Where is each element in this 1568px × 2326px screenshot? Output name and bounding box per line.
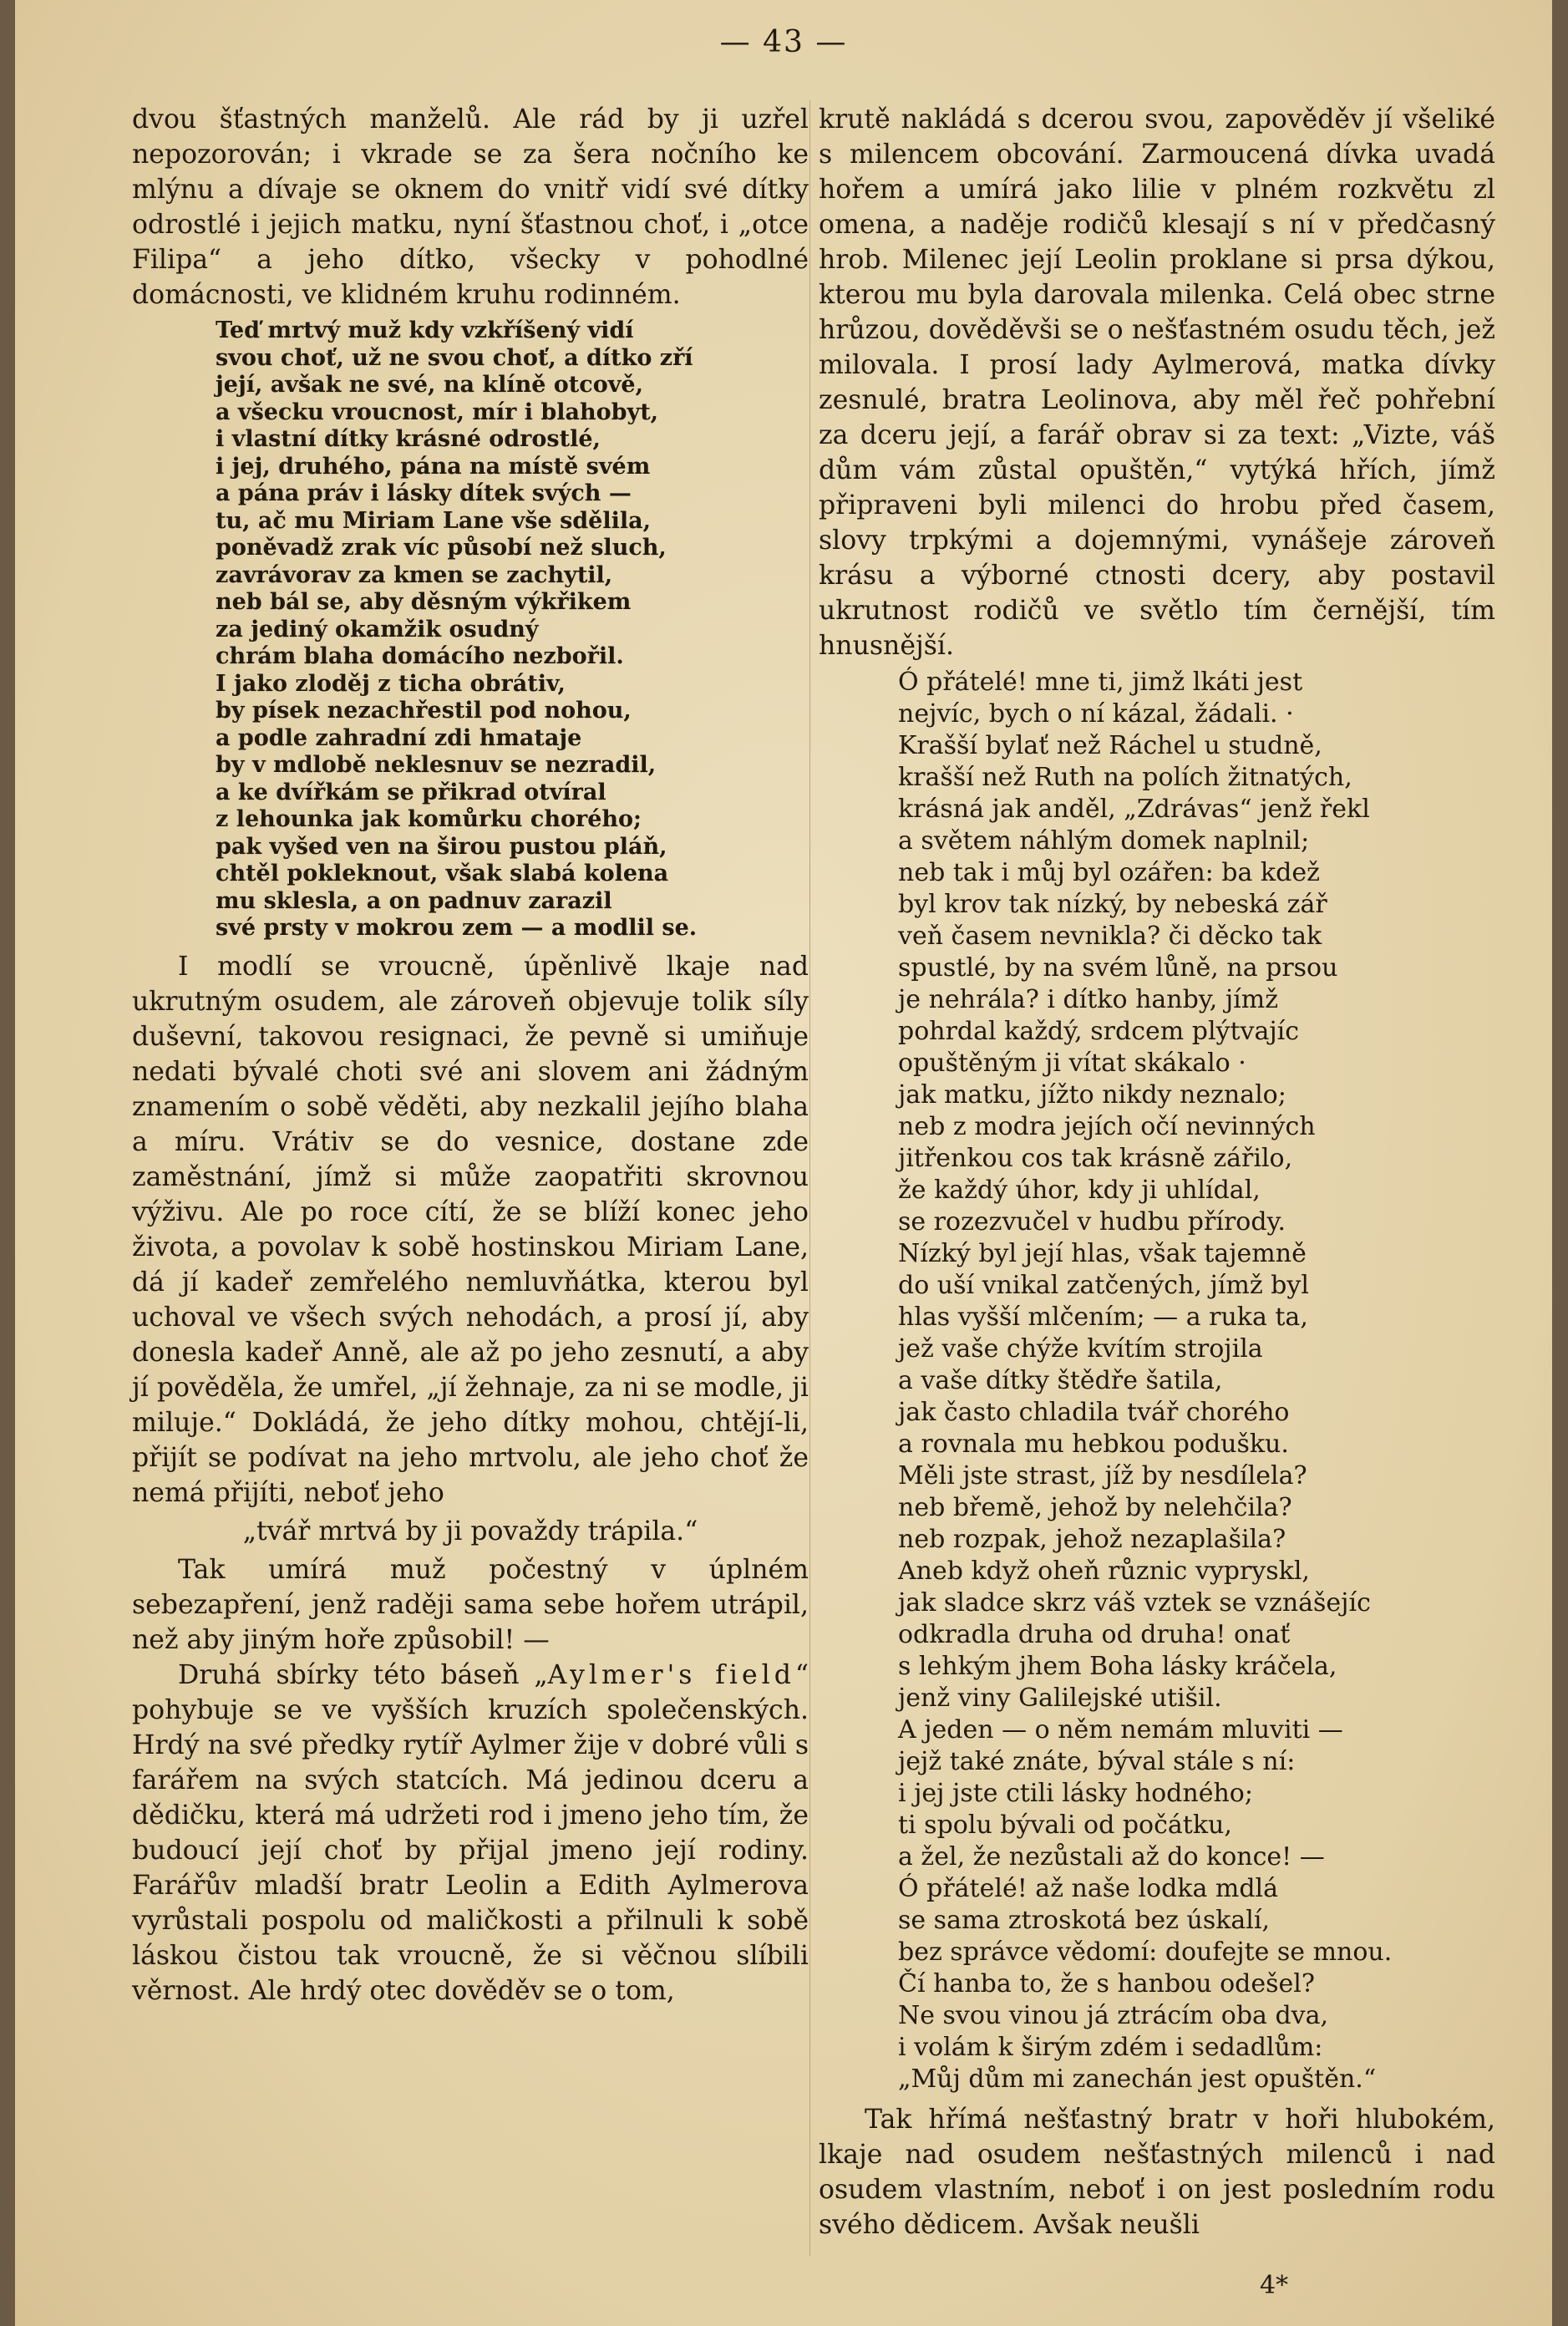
verse-line: svou choť, už ne svou choť, a dítko zří (216, 344, 693, 371)
verse-line: a ke dvířkám se přikrad otvíral (216, 779, 606, 805)
verse-line: Měli jste strast, jíž by nesdílela? (898, 1461, 1307, 1491)
verse-line: nejvíc, bych o ní kázal, žádali. · (898, 699, 1294, 729)
verse-line: odkradla druha od druha! onať (898, 1620, 1291, 1649)
verse-line: neb z modra jejích očí nevinných (898, 1112, 1316, 1141)
verse-line: Krašší bylať než Ráchel u studně, (898, 731, 1322, 760)
verse-line: neb tak i můj byl ozářen: ba kdež (898, 858, 1320, 887)
verse-line: veň časem nevnikla? či děcko tak (898, 922, 1322, 951)
verse-line: jak matku, jížto nikdy neznalo; (898, 1080, 1286, 1110)
column-divider (809, 100, 810, 2256)
verse-line: jenž viny Galilejské utišil. (898, 1684, 1222, 1713)
verse-line: by v mdlobě neklesnuv se nezradil, (216, 752, 657, 778)
right-column (819, 102, 1495, 2242)
verse-line: s lehkým jhem Boha lásky kráčela, (898, 1652, 1337, 1681)
verse-line: jitřenkou cos tak krásně zářilo, (898, 1144, 1293, 1173)
verse-line: za jediný okamžik osudný (216, 616, 539, 642)
verse-line: krašší než Ruth na polích žitnatých, (898, 763, 1352, 792)
paragraph: Tak hřímá nešťastný bratr v hoři hlubokém, lkaje nad osudem nešťastných milenců i nad osudem vlastním, neboť i on jest posledním rodu svého dědicem. Avšak neušli (819, 2105, 1495, 2240)
verse-line: její, avšak ne své, na klíně otcově, (216, 372, 643, 398)
verse-line: „Můj dům mi zanechán jest opuštěn.“ (898, 2064, 1377, 2094)
verse-line: se rozezvučel v hudbu přírody. (898, 1207, 1286, 1237)
verse-line: Nízký byl její hlas, však tajemně (898, 1239, 1307, 1268)
verse-line: jejž také znáte, býval stále s ní: (898, 1747, 1296, 1776)
verse-line: a rovnala mu hebkou podušku. (898, 1430, 1289, 1459)
verse-line: byl krov tak nízký, by nebeská zář (898, 890, 1327, 919)
paragraph (132, 1658, 809, 2009)
paragraph-lead: Druhá sbírky této báseň „ (178, 1659, 548, 1690)
verse-line: a žel, že nezůstali až do konce! — (898, 1842, 1325, 1871)
verse-line: Ó přátelé! mne ti, jimž lkáti jest (898, 668, 1303, 697)
verse-line: je nehrála? i dítko hanby, jímž (898, 985, 1278, 1014)
verse-line: neb břemě, jehož by nelehčila? (898, 1493, 1292, 1522)
left-column (132, 102, 809, 2009)
verse-line: a všecku vroucnost, mír i blahobyt, (216, 399, 659, 425)
paragraph-rest: “ pohybuje se ve vyšších kruzích společenských. Hrdý na své předky rytíř Aylmer žije v dobré vůli s farářem na svých statcích. Má jedinou dceru a dědičku, která má udržeti rod i jmeno jeho tím, že budoucí její choť by přijal jmeno její rodiny. Farářův mladší bratr Leolin a Edith Aylmerova vyrůstali pospolu od maličkosti a přilnuli k sobě láskou čistou tak vroucně, že si věčnou slíbili věrnost. Ale hrdý otec dověděv se o tom, (132, 1659, 809, 2006)
verse-line: Aneb když oheň různic vypryskl, (898, 1557, 1310, 1586)
verse-line: i jej, druhého, pána na místě svém (216, 453, 651, 480)
verse-line: i volám k širým zdém i sedadlům: (898, 2033, 1323, 2062)
verse-line: mu sklesla, a on padnuv zarazil (216, 887, 612, 914)
verse-line: jak často chladila tvář chorého (898, 1398, 1290, 1427)
verse-line: hlas vyšší mlčením; — a ruka ta, (898, 1303, 1308, 1332)
verse-line: Ó přátelé! až naše lodka mdlá (898, 1874, 1279, 1903)
paragraph: krutě nakládá s dcerou svou, zapověděv jí všeliké s milencem obcování. Zarmoucená dívka uvadá hořem a umírá jako lilie v plném rozkvětu zl omena, a naděje rodičů klesají s ní v předčasný hrob. Milenec její Leolin proklane si prsa dýkou, kterou mu byla darovala milenka. Celá obec strne hrůzou, dověděvši se o nešťastném osudu těch, jež milovala. I prosí lady Aylmerová, matka dívky zesnulé, bratra Leolinova, aby měl řeč pohřební za dceru její, a farář obrav si za text: „Vizte, váš dům vám zůstal opuštěn,“ vytýká hřích, jímž připraveni byli milenci do hrobu před časem, slovy trpkými a dojemnými, vynášeje zároveň krásu a výborné ctnosti dcery, aby postavil ukrutnost rodičů ve světlo tím černější, tím hnusnější. (819, 104, 1495, 661)
verse-line: i jej jste ctili lásky hodného; (898, 1779, 1253, 1808)
verse-line: A jeden — o něm nemám mluviti — (898, 1715, 1343, 1744)
verse-line: ti spolu bývali od počátku, (898, 1811, 1232, 1840)
paragraph: I modlí se vroucně, úpěnlivě lkaje nad ukrutným osudem, ale zároveň objevuje tolik síly duševní, takovou resignaci, že pevně si umiňuje nedati bývalé choti své ani slovem ani žádným znamením o sobě věděti, aby nezkalil jejího blaha a míru. Vrátiv se do vesnice, dostane zde zaměstnání, jímž si může zaopatřiti skrovnou výživu. Ale po roce cítí, že se blíží konec jeho života, a povolav k sobě hostinskou Miriam Lane, dá jí kadeř zemřelého nemluvňátka, kterou byl uchoval ve všech svých nehodách, a prosí jí, aby donesla kadeř Anně, ale až po jeho zesnutí, a aby jí pověděla, že umřel, „jí žehnaje, za ni se modle, ji miluje.“ Dokládá, že jeho dítky mohou, chtějí-li, přijít se podívat na jeho mrtvolu, ale jeho choť že nemá přijíti, neboť jeho (132, 951, 809, 1508)
page-number: — 43 — (719, 25, 848, 59)
verse-line: že každý úhor, kdy ji uhlídal, (898, 1176, 1261, 1205)
verse-line: a vaše dítky štědře šatila, (898, 1366, 1223, 1395)
verse-line: své prsty v mokrou zem — a modlil se. (216, 915, 698, 941)
verse-line: pohrdal každý, srdcem plýtvajíc (898, 1017, 1300, 1046)
verse-line: jak sladce skrz váš vztek se vznášejíc (898, 1588, 1371, 1618)
verse-line: a pána práv i lásky dítek svých — (216, 480, 632, 506)
verse-line: jež vaše chýže kvítím strojila (898, 1334, 1263, 1364)
signature-mark: 4* (1260, 2271, 1289, 2300)
verse-block (898, 667, 1495, 2095)
verse-block (216, 317, 809, 942)
verse-line: spustlé, by na svém lůně, na prsou (898, 953, 1338, 983)
verse-line: a podle zahradní zdi hmataje (216, 724, 582, 751)
quote-line: „tvář mrtvá by ji považdy trápila.“ (242, 1516, 698, 1546)
verse-line: opuštěným ji vítat skákalo · (898, 1049, 1246, 1078)
verse-line: poněvadž zrak víc působí než sluch, (216, 535, 667, 561)
verse-line: Ne svou vinou já ztrácím oba dva, (898, 2001, 1329, 2030)
verse-line: chrám blaha domácího nezbořil. (216, 643, 624, 669)
verse-line: pak vyšed ven na širou pustou pláň, (216, 833, 667, 860)
verse-line: tu, ač mu Miriam Lane vše sdělila, (216, 507, 652, 534)
verse-line: I jako zloděj z ticha obrátiv, (216, 670, 566, 697)
verse-line: neb rozpak, jehož nezaplašila? (898, 1525, 1286, 1554)
verse-line: se sama ztroskotá bez úskalí, (898, 1906, 1271, 1935)
verse-line: Teď mrtvý muž kdy vzkříšený vidí (216, 317, 634, 343)
paragraph: dvou šťastných manželů. Ale rád by ji uzřel nepozorován; i vkrade se za šera nočního ke mlýnu a dívaje se oknem do vnitř vidí své dítky odrostlé i jejich matku, nyní šťastnou choť, i „otce Filipa“ a jeho dítko, všecky v pohodlné domácnosti, ve klidném kruhu rodinném. (132, 104, 809, 310)
book-page (15, 0, 1552, 2326)
verse-line: z lehounka jak komůrku chorého; (216, 806, 642, 832)
verse-line: bez správce vědomí: doufejte se mnou. (898, 1937, 1393, 1967)
paragraph: Tak umírá muž počestný v úplném sebezapření, jenž raději sama sebe hořem utrápil, než aby jiným hoře způsobil! — (132, 1554, 809, 1655)
verse-line: zavrávorav za kmen se zachytil, (216, 561, 613, 588)
verse-line: i vlastní dítky krásné odrostlé, (216, 426, 601, 452)
verse-line: Čí hanba to, že s hanbou odešel? (898, 1969, 1315, 1998)
verse-line: neb bál se, aby děsným výkřikem (216, 589, 632, 615)
poem-title: Aylmer's field (547, 1659, 795, 1690)
verse-line: chtěl pokleknout, však slabá kolena (216, 861, 669, 886)
verse-line: a světem náhlým domek naplnil; (898, 826, 1310, 856)
verse-line: by písek nezachřestil pod nohou, (216, 698, 632, 724)
verse-line: do uší vnikal zatčených, jímž byl (898, 1271, 1309, 1300)
verse-line: krásná jak anděl, „Zdrávas“ jenž řekl (898, 795, 1370, 824)
